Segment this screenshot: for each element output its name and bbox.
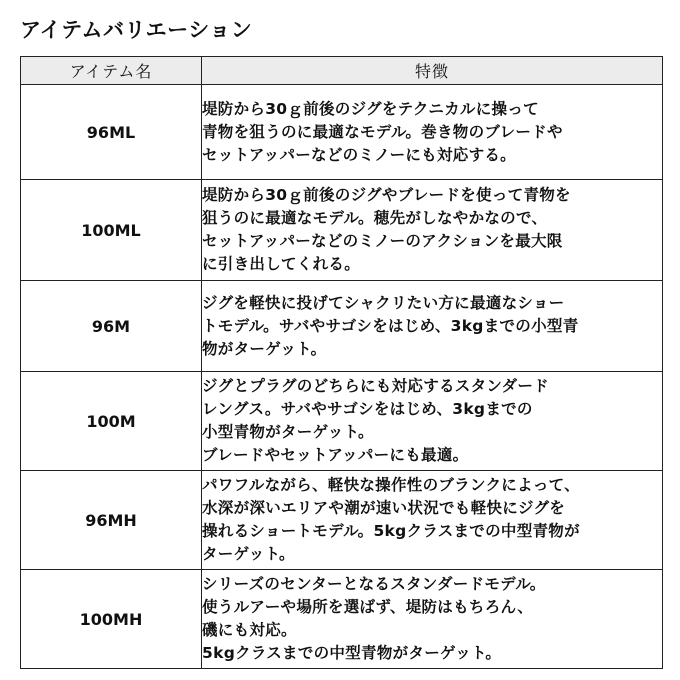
table-row: [21, 281, 663, 372]
feature-line: ブレードやセットアッパーにも最適。: [202, 446, 469, 464]
item-feature: [202, 281, 663, 372]
item-variation-table: [20, 56, 663, 669]
item-feature: [202, 180, 663, 281]
feature-line: 磯にも対応。: [202, 621, 297, 639]
feature-line: シリーズのセンターとなるスタンダードモデル。: [202, 575, 546, 593]
feature-line: ターゲット。: [202, 545, 295, 563]
item-feature: [202, 471, 663, 570]
item-name: 96ML: [21, 85, 202, 180]
feature-line: 堤防から30ｇ前後のジグやブレードを使って青物を: [202, 186, 571, 204]
feature-line: に引き出してくれる。: [202, 255, 361, 273]
table-row: [21, 85, 663, 180]
feature-line: 水深が深いエリアや潮が速い状況でも軽快にジグを: [202, 499, 566, 517]
feature-line: 青物を狙うのに最適なモデル。巻き物のブレードや: [202, 122, 563, 141]
feature-line: トモデル。サバやサゴシをはじめ、3kgまでの小型青: [202, 316, 579, 335]
header-feature: 特徴: [202, 57, 663, 85]
table-row: [21, 570, 663, 669]
item-feature: [202, 372, 663, 471]
feature-line: ジグを軽快に投げてシャクリたい方に最適なショー: [202, 293, 565, 312]
item-name: 96MH: [21, 471, 202, 570]
item-feature: [202, 85, 663, 180]
feature-line: 使うルアーや場所を選ばず、堤防はもちろん、: [202, 598, 534, 616]
feature-line: パワフルながら、軽快な操作性のブランクによって、: [202, 476, 580, 494]
table-row: [21, 471, 663, 570]
table-row: [21, 372, 663, 471]
feature-line: 狙うのに最適なモデル。穂先がしなやかなので、: [202, 209, 548, 227]
item-name: 100M: [21, 372, 202, 471]
feature-line: レングス。サバやサゴシをはじめ、3kgまでの: [202, 400, 533, 418]
feature-line: セットアッパーなどのミノーにも対応する。: [202, 145, 516, 164]
feature-line: 5kgクラスまでの中型青物がターゲット。: [202, 644, 502, 662]
item-name: 96M: [21, 281, 202, 372]
table-header-row: [21, 57, 663, 85]
header-item-name: アイテム名: [21, 57, 202, 85]
feature-line: 操れるショートモデル。5kgクラスまでの中型青物が: [202, 522, 580, 540]
item-name: 100ML: [21, 180, 202, 281]
feature-line: 小型青物がターゲット。: [202, 423, 374, 441]
item-feature: [202, 570, 663, 669]
table-row: [21, 180, 663, 281]
feature-line: セットアッパーなどのミノーのアクションを最大限: [202, 232, 563, 250]
item-name: 100MH: [21, 570, 202, 669]
feature-line: 物がターゲット。: [202, 339, 327, 358]
feature-line: 堤防から30ｇ前後のジグをテクニカルに操って: [202, 99, 539, 118]
page-title: アイテムバリエーション: [20, 18, 253, 42]
feature-line: ジグとプラグのどちらにも対応するスタンダード: [202, 377, 549, 395]
